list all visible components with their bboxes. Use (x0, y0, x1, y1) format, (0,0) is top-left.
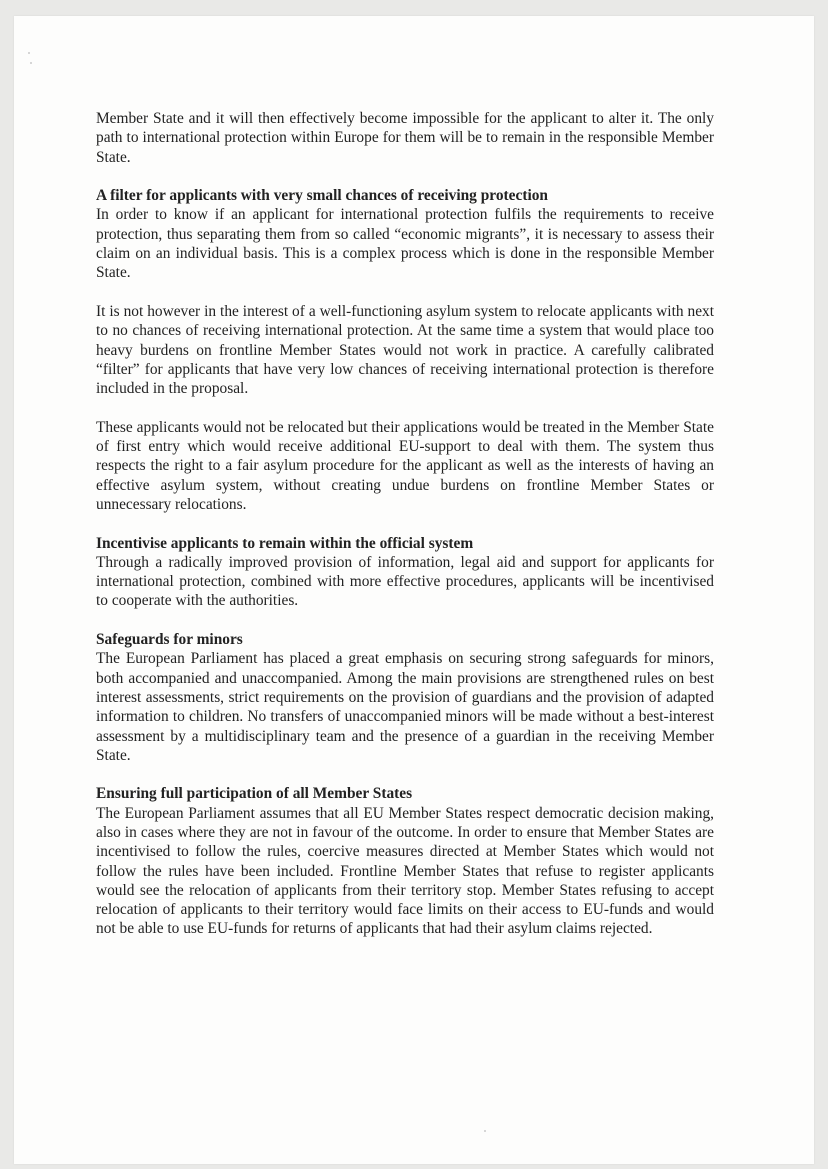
section-paragraph: The European Parliament assumes that all EU Member States respect democratic decision making, also in cases where they are not in favour of the outcome. In order to ensure that Member States are incentivised to follow the rules, coercive measures directed at Member States which would not follow the rules have been included. Frontline Member States that refuse to register applicants would see the relocation of applicants from their territory stop. Member States refusing to accept relocation of applicants to their territory would face limits on their access to EU-funds and would not be able to use EU-funds for returns of applicants that had their asylum claims rejected. (96, 804, 714, 938)
scan-speck (28, 52, 30, 54)
document-body (96, 109, 714, 958)
section-paragraph: It is not however in the interest of a well-functioning asylum system to relocate applicants with next to no chances of receiving international protection. At the same time a system that would place too heavy burdens on frontline Member States would not work in practice. A carefully calibrated “filter” for applicants that have very low chances of receiving international protection is therefore included in the proposal. (96, 302, 714, 398)
intro-paragraph: Member State and it will then effectively become impossible for the applicant to alter it. The only path to international protection within Europe for them will be to remain in the responsible Member State. (96, 110, 714, 166)
section-participation (96, 784, 714, 938)
section-paragraph: These applicants would not be relocated but their applications would be treated in the Member State of first entry which would receive additional EU-support to deal with them. The system thus respects the right to a fair asylum procedure for the applicant as well as the interests of having an effective asylum system, without creating undue burdens on frontline Member States or unnecessary relocations. (96, 418, 714, 513)
document-page (14, 16, 814, 1164)
section-heading: A filter for applicants with very small chances of receiving protection (96, 187, 548, 205)
scan-speck (484, 1130, 486, 1132)
section-incentivise (96, 534, 714, 611)
section-heading: Ensuring full participation of all Member States (96, 785, 413, 803)
section-paragraph: The European Parliament has placed a great emphasis on securing strong safeguards for minors, both accompanied and unaccompanied. Among the main provisions are strengthened rules on best interest assessments, strict requirements on the provision of guardians and the provision of adapted information to children. No transfers of unaccompanied minors will be made without a best-interest assessment by a multidisciplinary team and the presence of a guardian in the receiving Member State. (96, 650, 714, 764)
section-paragraph: Through a radically improved provision of information, legal aid and support for applicants for international protection, combined with more effective procedures, applicants will be incentivised to cooperate with the authorities. (96, 553, 714, 610)
section-minors (96, 630, 714, 765)
section-paragraph: In order to know if an applicant for international protection fulfils the requirements to receive protection, thus separating them from so called “economic migrants”, it is necessary to assess their claim on an individual basis. This is a complex process which is done in the responsible Member State. (96, 206, 714, 282)
section-heading: Safeguards for minors (96, 631, 243, 649)
scan-speck (30, 62, 32, 64)
section-heading: Incentivise applicants to remain within the official system (96, 534, 474, 552)
section-filter (96, 186, 714, 282)
